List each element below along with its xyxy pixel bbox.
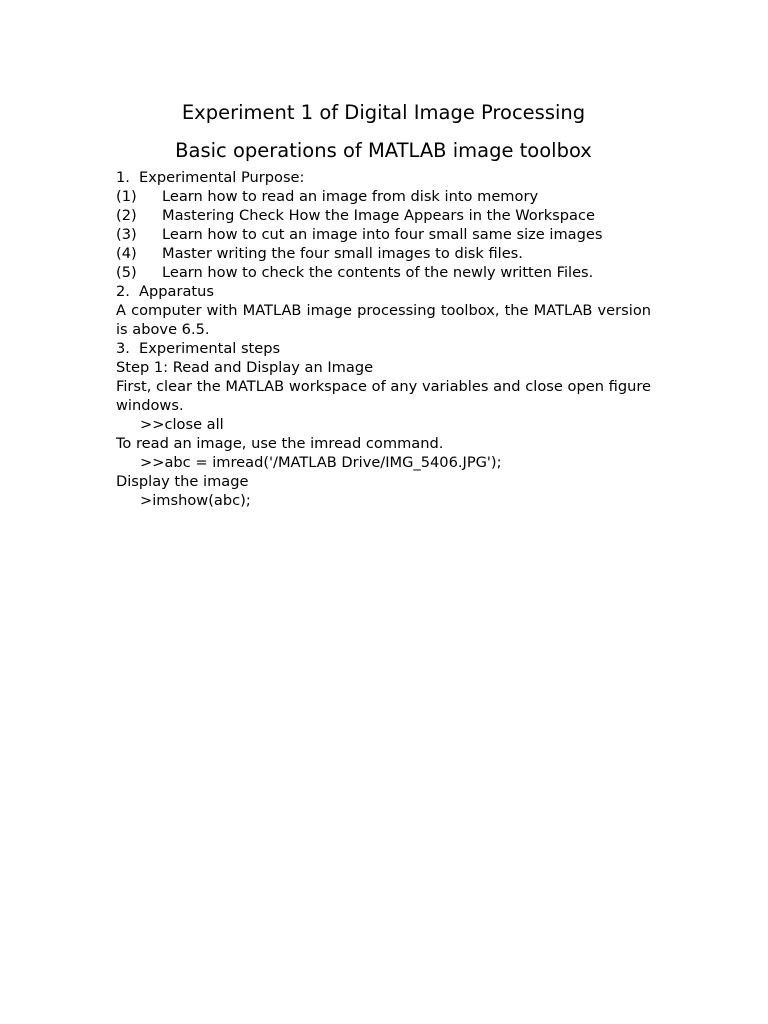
section-number: 3. [116,340,130,357]
list-item-text: Learn how to read an image from disk into memory [162,188,539,205]
document-body [116,168,651,510]
section-number: 1. [116,169,130,186]
section-heading-text: Experimental Purpose: [139,169,305,186]
apparatus-paragraph: A computer with MATLAB image processing toolbox, the MATLAB version is above 6.5. [116,302,651,338]
instruction-text: To read an image, use the imread command. [116,435,444,452]
list-item-number: (3) [116,226,137,243]
list-item [116,225,651,244]
list-item [116,206,651,225]
list-item-number: (1) [116,188,137,205]
list-item-text: Learn how to check the contents of the newly written Files. [162,264,594,281]
list-item [116,187,651,206]
list-item-number: (4) [116,245,137,262]
section-number: 2. [116,283,130,300]
list-item-text: Master writing the four small images to disk files. [162,245,523,262]
list-item-number: (2) [116,207,137,224]
document-title: Experiment 1 of Digital Image Processing [181,101,586,124]
list-item-text: Mastering Check How the Image Appears in the Workspace [162,207,595,224]
list-item [116,244,651,263]
document-page [116,100,651,510]
section-heading-text: Apparatus [139,283,214,300]
list-item-text: Learn how to cut an image into four small same size images [162,226,603,243]
document-subtitle: Basic operations of MATLAB image toolbox [175,139,592,162]
step-title: Step 1: Read and Display an Image [116,359,374,376]
instruction-text: Display the image [116,473,249,490]
step-paragraph: First, clear the MATLAB workspace of any variables and close open figure windows. [116,378,651,414]
code-line: >>abc = imread('/MATLAB Drive/IMG_5406.JPG'); [140,454,502,471]
code-line: >>close all [140,416,224,433]
section-heading-text: Experimental steps [139,340,281,357]
section-heading-steps [116,339,651,358]
section-heading-purpose [116,168,651,187]
code-line: >imshow(abc); [140,492,251,509]
section-heading-apparatus [116,282,651,301]
list-item-number: (5) [116,264,137,281]
list-item [116,263,651,282]
